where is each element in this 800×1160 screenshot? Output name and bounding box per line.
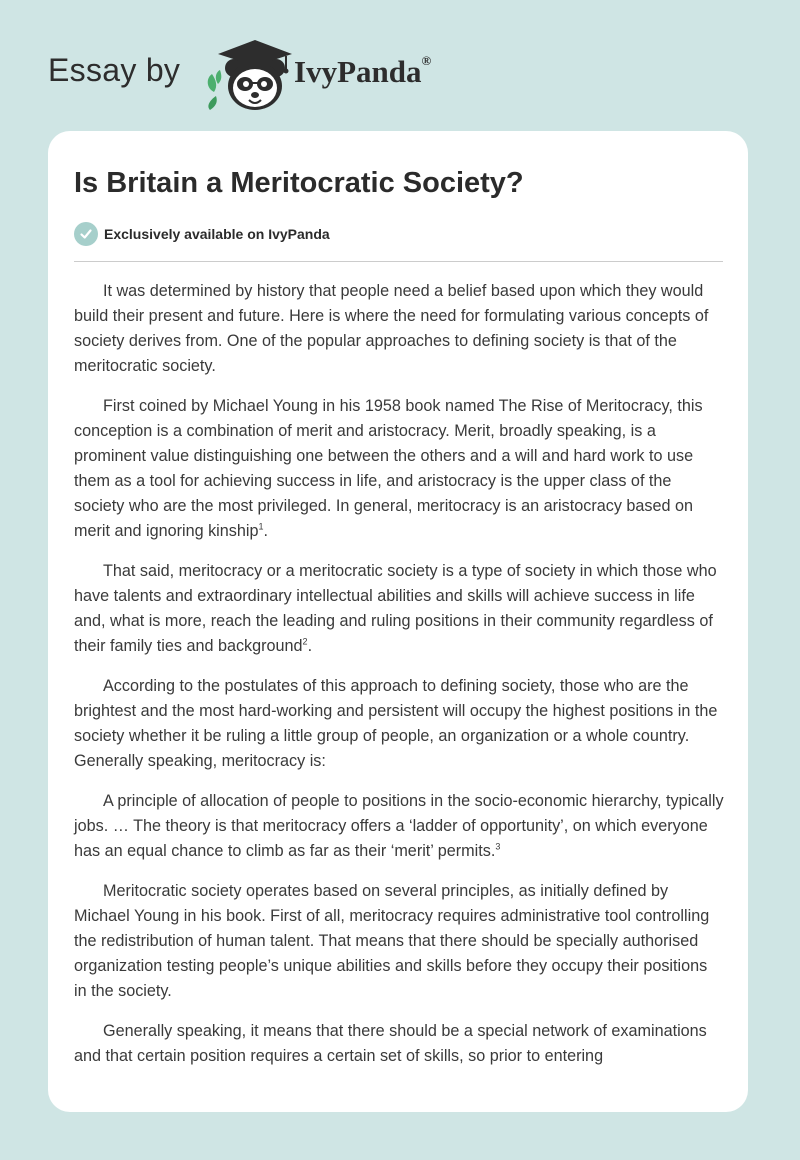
footnote-ref[interactable]: 2 [302,636,308,647]
paragraph: It was determined by history that people need a belief based upon which they would build their present and future. Here is where the need for formulating various concepts of society derives from. One of the popular approaches to defining society is that of the meritocratic society. [74,282,709,375]
footnote-ref[interactable]: 1 [258,521,264,532]
paragraph: That said, meritocracy or a meritocratic society is a type of society in which those who have talents and extraordinary intellectual abilities and skills will achieve success in life and, what is more, reach the leading and ruling positions in their community regardless of their family ties and background$^2$. [74,562,717,655]
exclusive-badge-label: Exclusively available on IvyPanda [104,226,330,242]
essay-body [74,279,724,1084]
site-header [48,30,748,110]
divider [74,261,723,262]
paragraph: Generally speaking, it means that there should be a special network of examinations and that certain position requires a certain set of skills, so prior to entering [74,1022,707,1065]
footnote-ref[interactable]: 3 [495,841,501,852]
paragraph: According to the postulates of this approach to defining society, those who are the brightest and the most hard-working and persistent will occupy the highest positions in the society whether it be ruling a little group of people, an organization or a whole country. Generally speaking, meritocracy is: [74,677,718,770]
checkmark-icon [74,222,98,246]
paragraph: First coined by Michael Young in his 1958 book named The Rise of Meritocracy, this conception is a combination of merit and aristocracy. Merit, broadly speaking, is a prominent value distinguishing one between the others and a will and hard work to use them as a tool for achieving success in life, and aristocracy is the upper class of the society who are the most privileged. In general, meritocracy is an aristocracy based on merit and ignoring kinship$^1$. [74,397,703,540]
exclusive-badge [74,221,330,247]
block-quote: A principle of allocation of people to positions in the socio-economic hierarchy, typically jobs. … The theory is that meritocracy offers a ‘ladder of opportunity’, on which everyone has an equal chance to climb as far as their ‘merit’ permits.$^3$ [74,792,724,860]
essay-card [48,131,748,1112]
page-title: Is Britain a Meritocratic Society? [74,167,524,199]
essay-by-label: Essay by [48,52,181,88]
paragraph: Meritocratic society operates based on several principles, as initially defined by Michael Young in his book. First of all, meritocracy requires administrative tool controlling the redistribution of human talent. That means that there should be specially authorised organization testing people’s unique abilities and skills before they occupy their positions in the society. [74,882,710,1000]
panda-logo-icon[interactable] [204,34,296,112]
ivypanda-brand[interactable]: IvyPanda® [294,52,432,89]
